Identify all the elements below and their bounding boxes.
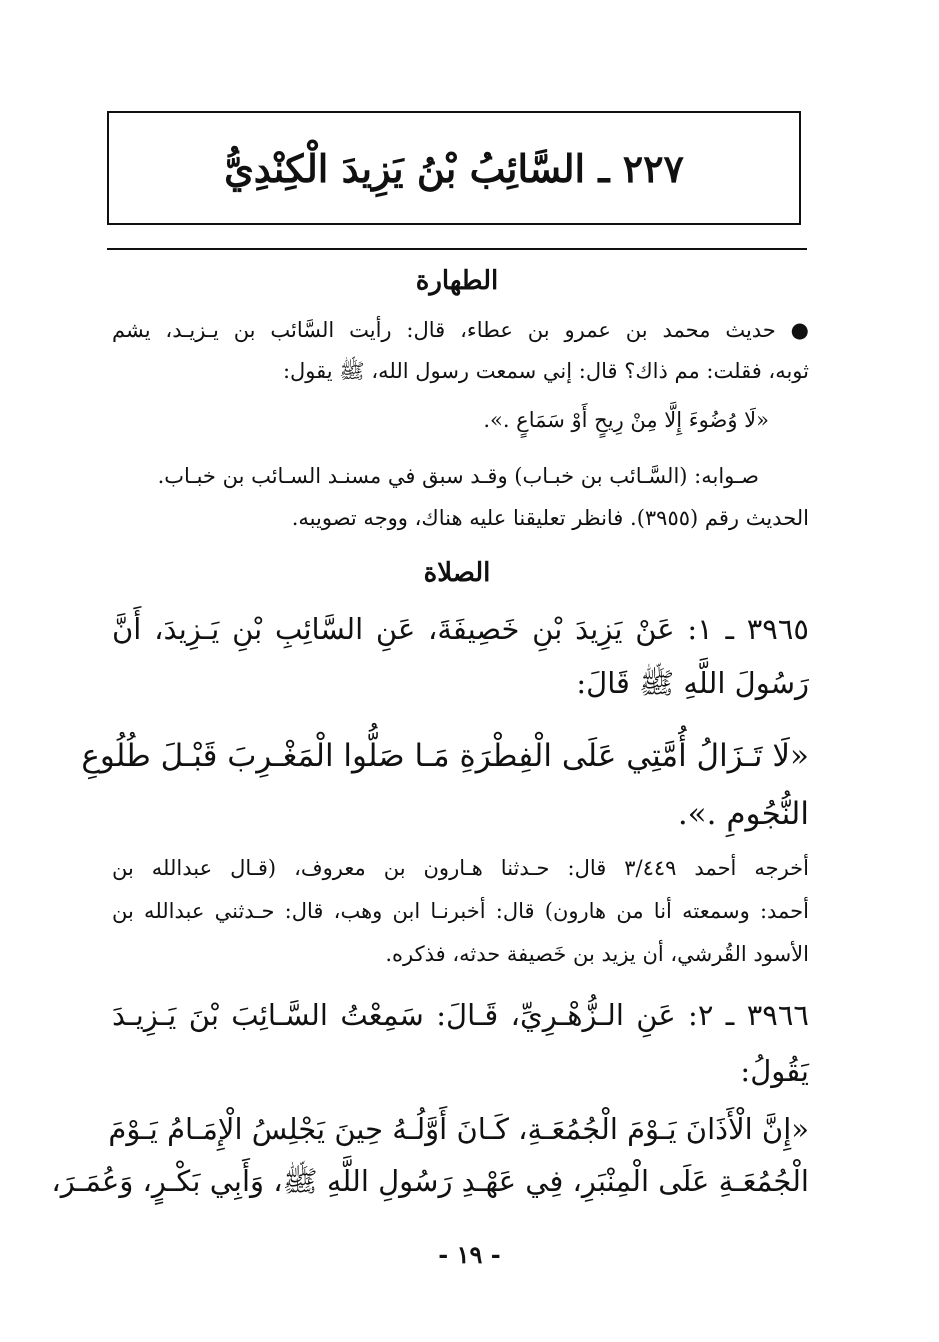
- hadith-3966-line-1: ٣٩٦٦ ـ ٢: عَنِ الـزُّهْـرِيِّ، قَـالَ: سَمِعْتُ السَّـائِبَ بْنَ يَـزِيـدَ: [112, 998, 809, 1032]
- hadith-3965-source-2: أحمد: وسمعته أنا من هارون) قال: أخبرنـا ابن وهب، قال: حـدثني عبدالله بن: [112, 899, 809, 923]
- hadith-3965-source-3: الأسود القُرشي، أن يزيد بن خَصيفة حدثه، فذكره.: [385, 942, 809, 966]
- hadith-3965-line-4: النُّجُومِ .».: [677, 796, 809, 832]
- chapter-title: ٢٢٧ ـ السَّائِبُ بْنُ يَزِيدَ الْكِنْدِيُّ: [224, 145, 684, 191]
- tahara-line-5: الحديث رقم (٣٩٥٥). فانظر تعليقنا عليه هناك، ووجه تصويبه.: [291, 506, 809, 530]
- title-box: [107, 111, 801, 225]
- hadith-3966-line-3: «إِنَّ الْأَذَانَ يَـوْمَ الْجُمُعَـةِ، كَـانَ أَوَّلُـهُ حِينَ يَجْلِسُ الْإِمَـامُ يَـوْمَ: [108, 1112, 809, 1146]
- tahara-line-1: ● حديث محمد بن عمرو بن عطاء، قال: رأيت السَّائب بن يـزيـد، يشم: [112, 318, 809, 342]
- hadith-3965-line-3: «لَا تَـزَالُ أُمَّتِي عَلَى الْفِطْرَةِ مَـا صَلُّوا الْمَغْـرِبَ قَبْـلَ طُلُوعِ: [81, 738, 809, 774]
- section-heading-tahara: الطهارة: [415, 266, 499, 296]
- section-heading-salat: الصلاة: [423, 558, 491, 588]
- hadith-3965-source-1: أخرجه أحمد ٣/٤٤٩ قال: حـدثنا هـارون بن معروف، (قـال عبدالله بن: [112, 856, 809, 880]
- tahara-line-2: ثوبه، فقلت: مم ذاك؟ قال: إني سمعت رسول الله، ﷺ يقول:: [282, 359, 809, 383]
- hadith-3966-line-4: الْجُمُعَـةِ عَلَى الْمِنْبَرِ، فِي عَهْـدِ رَسُولِ اللَّهِ ﷺ، وَأَبِي بَكْـرٍ، وَعُمَـرَ،: [51, 1164, 809, 1198]
- tahara-line-4: صـوابه: (السَّـائب بن خبـاب) وقـد سبق في مسنـد السـائب بن خبـاب.: [157, 464, 759, 488]
- page-number: - ١٩ -: [438, 1240, 501, 1269]
- tahara-line-3: «لَا وُضُوءَ إِلَّا مِنْ رِيحٍ أَوْ سَمَاعٍ .».: [483, 408, 769, 432]
- hadith-3965-line-2: رَسُولَ اللَّهِ ﷺ قَالَ:: [576, 666, 809, 700]
- hadith-3965-line-1: ٣٩٦٥ ـ ١: عَنْ يَزِيدَ بْنِ خَصِيفَةَ، عَنِ السَّائِبِ بْنِ يَـزِيدَ، أَنَّ: [112, 612, 810, 646]
- horizontal-rule: [107, 248, 807, 250]
- hadith-3966-line-2: يَقُولُ:: [740, 1054, 809, 1088]
